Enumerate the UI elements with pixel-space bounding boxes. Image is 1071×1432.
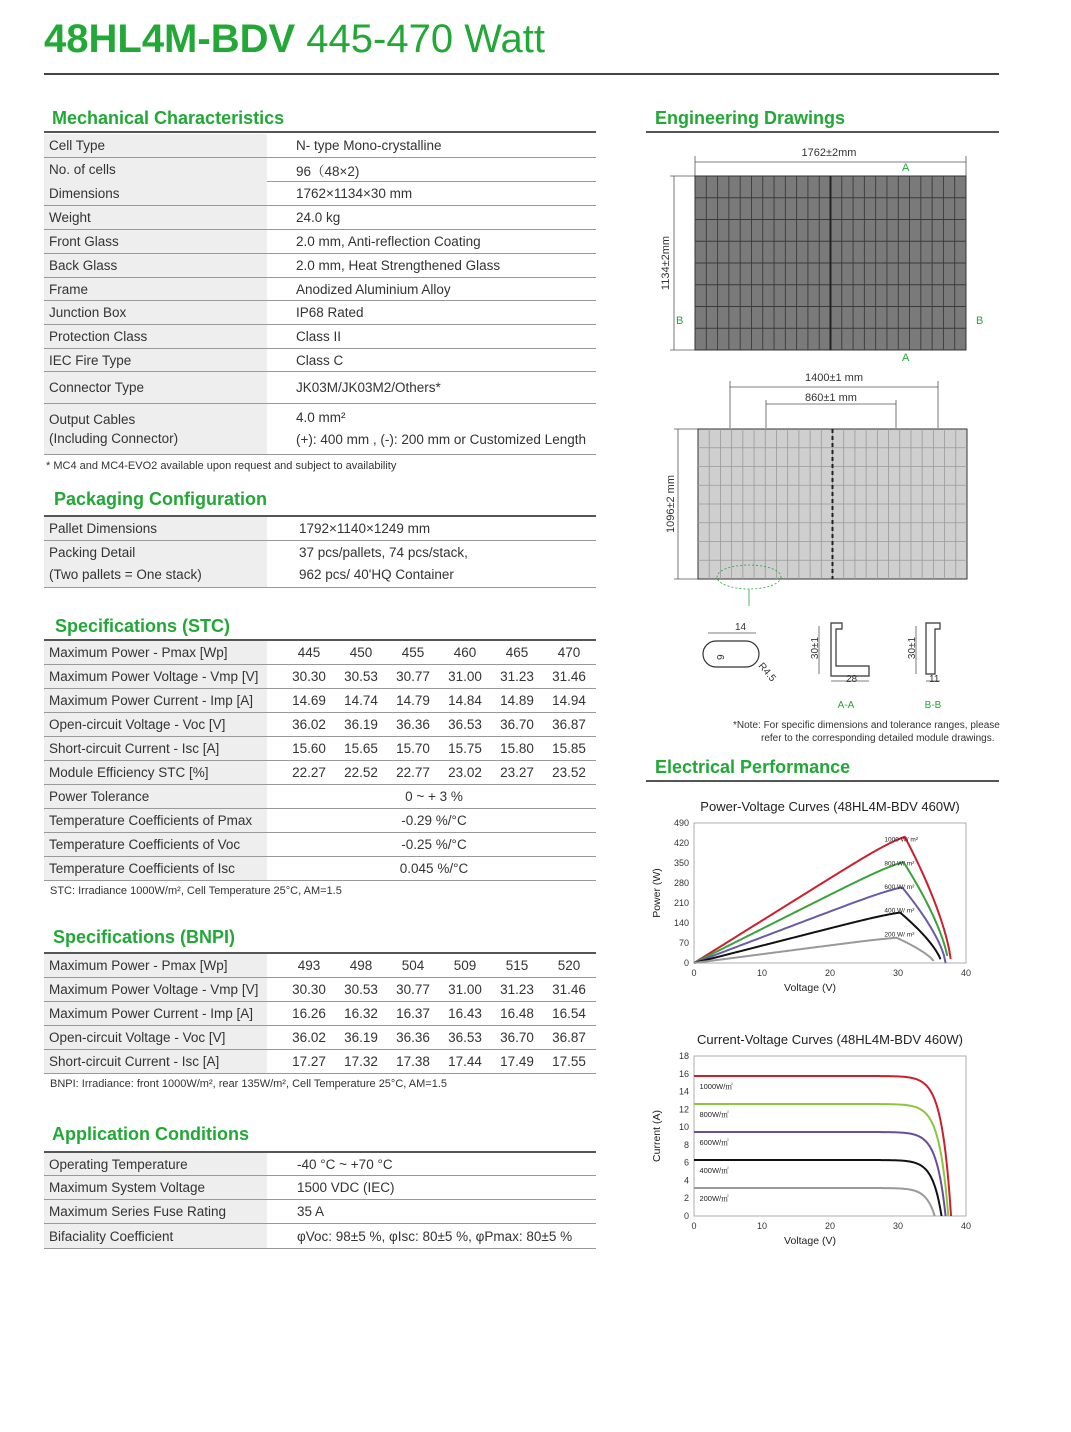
row-label: Short-circuit Current - Isc [A] bbox=[44, 737, 267, 760]
table-cell: 15.85 bbox=[552, 741, 586, 756]
row-value: 1792×1140×1249 mm bbox=[299, 521, 431, 536]
electrical-title-line bbox=[646, 780, 999, 782]
table-cell: 22.52 bbox=[344, 765, 378, 780]
table-cell: 470 bbox=[557, 645, 581, 660]
table-cell: 31.00 bbox=[448, 669, 482, 684]
y-tick-label: 4 bbox=[683, 1175, 689, 1186]
table-row bbox=[44, 517, 596, 541]
table-row bbox=[44, 158, 596, 182]
cables-value-1: 4.0 mm² bbox=[296, 410, 346, 425]
front-height-label: 1134±2mm bbox=[660, 235, 672, 291]
table-row bbox=[44, 1176, 596, 1200]
packing-value-2: 962 pcs/ 40'HQ Container bbox=[299, 567, 454, 582]
aa-height-label: 30±1 bbox=[810, 636, 821, 660]
cables-value-2: (+): 400 mm , (-): 200 mm or Customized Length bbox=[296, 432, 586, 447]
row-label bbox=[44, 541, 267, 587]
row-value: -0.29 %/°C bbox=[401, 813, 467, 828]
hole-width-label: 14 bbox=[735, 622, 747, 633]
bnpi-title: Specifications (BNPI) bbox=[53, 927, 236, 947]
mechanical-note: * MC4 and MC4-EVO2 available upon request and subject to availability bbox=[46, 460, 397, 472]
table-row bbox=[44, 301, 596, 325]
table-cell: 36.53 bbox=[448, 717, 482, 732]
table-cell: 31.00 bbox=[448, 982, 482, 997]
table-cell: 16.54 bbox=[552, 1006, 586, 1021]
series-label: 200W/㎡ bbox=[699, 1194, 729, 1203]
table-row bbox=[44, 857, 596, 881]
cables-label-1: Output Cables bbox=[49, 412, 136, 427]
drawings-title: Engineering Drawings bbox=[655, 108, 846, 128]
section-aa-profile bbox=[810, 623, 869, 711]
table-row bbox=[44, 181, 596, 206]
row-label: Weight bbox=[44, 206, 267, 229]
header-divider bbox=[44, 73, 999, 75]
row-label: IEC Fire Type bbox=[44, 349, 267, 371]
row-label: Module Efficiency STC [%] bbox=[44, 761, 267, 784]
row-label: Frame bbox=[44, 278, 267, 300]
table-cell: 36.70 bbox=[500, 717, 534, 732]
table-cell: 30.77 bbox=[396, 669, 430, 684]
row-label: Short-circuit Current - Isc [A] bbox=[44, 1050, 267, 1073]
series-label: 800W/㎡ bbox=[699, 1110, 729, 1119]
row-value: φVoc: 98±5 %, φIsc: 80±5 %, φPmax: 80±5 % bbox=[297, 1228, 573, 1244]
table-cell: 14.94 bbox=[552, 693, 586, 708]
table-row bbox=[44, 230, 596, 254]
series-label: 400W/㎡ bbox=[699, 1166, 729, 1175]
table-row bbox=[44, 833, 596, 857]
table-cell: 22.27 bbox=[292, 765, 326, 780]
table-row bbox=[44, 761, 596, 785]
y-tick-label: 350 bbox=[673, 858, 689, 868]
row-label: Maximum Power Current - Imp [A] bbox=[44, 1002, 267, 1025]
table-row bbox=[44, 713, 596, 737]
x-tick-label: 0 bbox=[691, 968, 697, 978]
table-cell: 36.36 bbox=[396, 717, 430, 732]
series-label: 1000 W/ m² bbox=[884, 836, 918, 844]
row-value: N- type Mono-crystalline bbox=[296, 138, 442, 153]
chart-title: Power-Voltage Curves (48HL4M-BDV 460W) bbox=[700, 799, 960, 814]
row-label: Maximum System Voltage bbox=[44, 1176, 267, 1199]
table-row bbox=[44, 689, 596, 713]
x-tick-label: 30 bbox=[892, 968, 904, 978]
model-name: 48HL4M-BDV bbox=[44, 17, 296, 61]
row-label: Maximum Power Voltage - Vmp [V] bbox=[44, 978, 267, 1001]
table-cell: 22.77 bbox=[396, 765, 430, 780]
x-tick-label: 20 bbox=[824, 1221, 836, 1231]
table-row bbox=[44, 954, 596, 978]
table-row bbox=[44, 278, 596, 301]
table-cell: 15.80 bbox=[500, 741, 534, 756]
packing-label-1: Packing Detail bbox=[49, 545, 136, 560]
table-cell: 15.65 bbox=[344, 741, 378, 756]
section-mark-a-bottom: A bbox=[902, 352, 910, 364]
table-row bbox=[44, 1153, 596, 1176]
table-cell: 15.70 bbox=[396, 741, 430, 756]
table-cell: 23.02 bbox=[448, 765, 482, 780]
table-cell: 509 bbox=[453, 958, 477, 973]
bnpi-note: BNPI: Irradiance: front 1000W/m², rear 135W/m², Cell Temperature 25°C, AM=1.5 bbox=[50, 1078, 447, 1090]
table-row bbox=[44, 785, 596, 809]
table-row bbox=[44, 665, 596, 689]
y-tick-label: 12 bbox=[678, 1104, 689, 1115]
application-title: Application Conditions bbox=[52, 1124, 249, 1144]
row-value bbox=[299, 541, 468, 587]
back-width-outer-label: 1400±1 mm bbox=[804, 372, 864, 384]
bb-label: B-B bbox=[924, 700, 942, 711]
row-value: Anodized Aluminium Alloy bbox=[296, 281, 451, 297]
row-label: Temperature Coefficients of Voc bbox=[44, 833, 267, 856]
table-cell: 16.32 bbox=[344, 1006, 378, 1021]
row-label: No. of cells bbox=[44, 158, 267, 181]
table-cell: 16.43 bbox=[448, 1006, 482, 1021]
table-row bbox=[44, 641, 596, 665]
row-label: Connector Type bbox=[44, 372, 267, 403]
y-tick-label: 0 bbox=[683, 1211, 689, 1221]
stc-title: Specifications (STC) bbox=[55, 616, 231, 636]
table-cell: 14.89 bbox=[500, 693, 534, 708]
table-row bbox=[44, 325, 596, 349]
table-cell: 450 bbox=[349, 645, 373, 660]
table-cell: 493 bbox=[297, 958, 321, 973]
table-cell: 504 bbox=[401, 958, 425, 973]
row-value: 0 ~ + 3 % bbox=[405, 789, 463, 804]
row-label: Cell Type bbox=[44, 134, 267, 157]
front-width-label: 1762±2mm bbox=[801, 147, 857, 159]
power-range: 445-470 Watt bbox=[306, 17, 545, 61]
table-cell: 16.26 bbox=[292, 1006, 326, 1021]
table-cell: 17.32 bbox=[344, 1054, 378, 1069]
row-value: 2.0 mm, Heat Strengthened Glass bbox=[296, 258, 501, 273]
x-tick-label: 30 bbox=[892, 1221, 904, 1231]
table-row bbox=[44, 978, 596, 1002]
x-tick-label: 0 bbox=[691, 1221, 697, 1231]
y-tick-label: 2 bbox=[683, 1193, 689, 1204]
y-tick-label: 18 bbox=[678, 1051, 689, 1061]
table-row bbox=[44, 1200, 596, 1224]
table-row bbox=[44, 1026, 596, 1050]
mounting-hole-detail bbox=[703, 622, 778, 684]
packing-label-2: (Two pallets = One stack) bbox=[49, 567, 202, 582]
y-tick-label: 210 bbox=[673, 898, 689, 908]
x-tick-label: 20 bbox=[824, 968, 836, 978]
table-cell: 515 bbox=[505, 958, 529, 973]
drawings-note-2: refer to the corresponding detailed module drawings. bbox=[761, 733, 995, 744]
row-value: -40 °C ~ +70 °C bbox=[297, 1156, 393, 1172]
table-cell: 36.87 bbox=[552, 717, 586, 732]
table-cell: 23.52 bbox=[552, 765, 586, 780]
table-row bbox=[44, 809, 596, 833]
table-cell: 16.48 bbox=[500, 1006, 534, 1021]
stc-note: STC: Irradiance 1000W/m², Cell Temperature 25°C, AM=1.5 bbox=[50, 885, 342, 897]
row-label: Bifaciality Coefficient bbox=[44, 1224, 267, 1248]
row-value: -0.25 %/°C bbox=[401, 837, 467, 852]
row-value: 1762×1134×30 mm bbox=[296, 185, 413, 201]
row-value: Class C bbox=[296, 352, 344, 368]
drawings-title-line bbox=[646, 131, 999, 133]
table-cell: 15.75 bbox=[448, 741, 482, 756]
mechanical-title: Mechanical Characteristics bbox=[52, 108, 285, 128]
table-cell: 30.53 bbox=[344, 669, 378, 684]
y-tick-label: 14 bbox=[678, 1086, 689, 1097]
row-value: 0.045 %/°C bbox=[399, 861, 469, 876]
x-axis-label: Voltage (V) bbox=[784, 1235, 836, 1247]
row-label: Maximum Series Fuse Rating bbox=[44, 1200, 267, 1223]
table-cell: 31.46 bbox=[552, 982, 586, 997]
table-row bbox=[44, 541, 596, 588]
bb-height-label: 30±1 bbox=[907, 636, 918, 660]
section-bb-profile bbox=[907, 623, 942, 711]
hole-height-label: 9 bbox=[716, 654, 727, 660]
table-cell: 17.27 bbox=[292, 1054, 326, 1069]
series-label: 600W/㎡ bbox=[699, 1138, 729, 1147]
row-value: 24.0 kg bbox=[296, 210, 341, 225]
back-width-inner-label: 860±1 mm bbox=[805, 392, 857, 404]
row-label: Power Tolerance bbox=[44, 785, 267, 808]
table-cell: 14.69 bbox=[292, 693, 326, 708]
row-label: Open-circuit Voltage - Voc [V] bbox=[44, 713, 267, 736]
table-row bbox=[44, 737, 596, 761]
table-row bbox=[44, 134, 596, 158]
table-cell: 36.53 bbox=[448, 1030, 482, 1045]
table-cell: 30.77 bbox=[396, 982, 430, 997]
x-tick-label: 40 bbox=[960, 1221, 972, 1231]
power-voltage-chart bbox=[646, 795, 986, 1000]
cables-label-2: (Including Connector) bbox=[49, 431, 179, 446]
row-label: Temperature Coefficients of Pmax bbox=[44, 809, 267, 832]
row-label: Protection Class bbox=[44, 325, 267, 348]
table-cell: 36.02 bbox=[292, 717, 326, 732]
y-tick-label: 490 bbox=[673, 818, 689, 828]
table-cell: 36.19 bbox=[344, 1030, 378, 1045]
row-value: IP68 Rated bbox=[296, 305, 364, 320]
table-cell: 17.44 bbox=[448, 1054, 482, 1069]
table-cell: 17.49 bbox=[500, 1054, 534, 1069]
plot-area bbox=[694, 1056, 966, 1216]
bb-width-label: 11 bbox=[929, 674, 940, 685]
y-tick-label: 10 bbox=[678, 1122, 689, 1133]
current-voltage-chart bbox=[646, 1028, 986, 1253]
table-cell: 16.37 bbox=[396, 1006, 430, 1021]
table-cell: 14.84 bbox=[448, 693, 482, 708]
row-label bbox=[44, 404, 267, 454]
row-label: Open-circuit Voltage - Voc [V] bbox=[44, 1026, 267, 1049]
x-tick-label: 10 bbox=[756, 1221, 768, 1231]
row-label: Temperature Coefficients of Isc bbox=[44, 857, 267, 880]
hole-radius-label: R4.5 bbox=[755, 660, 778, 685]
page-title bbox=[44, 14, 545, 64]
table-cell: 23.27 bbox=[500, 765, 534, 780]
table-row bbox=[44, 1002, 596, 1026]
back-height-label: 1096±2 mm bbox=[665, 474, 677, 534]
table-cell: 36.19 bbox=[344, 717, 378, 732]
aa-label: A-A bbox=[837, 700, 855, 711]
row-value bbox=[296, 404, 586, 454]
electrical-title: Electrical Performance bbox=[655, 757, 851, 777]
x-tick-label: 40 bbox=[960, 968, 972, 978]
chart-title: Current-Voltage Curves (48HL4M-BDV 460W) bbox=[697, 1032, 963, 1047]
row-value: 2.0 mm, Anti-reflection Coating bbox=[296, 234, 481, 249]
row-value: 35 A bbox=[297, 1204, 325, 1219]
table-row bbox=[44, 1050, 596, 1074]
table-row bbox=[44, 254, 596, 278]
table-cell: 36.02 bbox=[292, 1030, 326, 1045]
row-label: Operating Temperature bbox=[44, 1153, 267, 1175]
table-cell: 30.30 bbox=[292, 982, 326, 997]
table-cell: 17.38 bbox=[396, 1054, 430, 1069]
row-value: JK03M/JK03M2/Others* bbox=[296, 380, 441, 395]
table-cell: 465 bbox=[505, 645, 529, 660]
row-label: Maximum Power Current - Imp [A] bbox=[44, 689, 267, 712]
table-cell: 31.23 bbox=[500, 669, 534, 684]
y-tick-label: 140 bbox=[673, 918, 689, 928]
row-value: 96（48×2) bbox=[296, 163, 360, 179]
table-cell: 520 bbox=[557, 958, 581, 973]
series-label: 1000W/㎡ bbox=[699, 1082, 733, 1091]
table-row bbox=[44, 372, 596, 404]
row-label: Back Glass bbox=[44, 254, 267, 277]
row-label: Maximum Power - Pmax [Wp] bbox=[44, 954, 267, 977]
table-row bbox=[44, 404, 596, 455]
series-label: 400 W/ m² bbox=[884, 907, 915, 915]
y-tick-label: 8 bbox=[683, 1139, 689, 1150]
row-value: 1500 VDC (IEC) bbox=[297, 1180, 395, 1195]
row-label: Maximum Power - Pmax [Wp] bbox=[44, 641, 267, 664]
y-tick-label: 0 bbox=[683, 958, 689, 968]
table-cell: 31.23 bbox=[500, 982, 534, 997]
y-tick-label: 420 bbox=[673, 838, 689, 848]
x-axis-label: Voltage (V) bbox=[784, 982, 836, 994]
table-cell: 498 bbox=[349, 958, 373, 973]
series-label: 600 W/ m² bbox=[884, 884, 915, 892]
x-tick-label: 10 bbox=[756, 968, 768, 978]
front-view-drawing bbox=[660, 147, 983, 364]
table-cell: 17.55 bbox=[552, 1054, 586, 1069]
back-view-drawing bbox=[665, 372, 967, 606]
series-label: 200 W/ m² bbox=[884, 931, 915, 939]
drawings-note-1: *Note: For specific dimensions and tolerance ranges, please bbox=[733, 720, 1000, 731]
y-axis-label: Current (A) bbox=[651, 1110, 663, 1162]
table-cell: 15.60 bbox=[292, 741, 326, 756]
row-label: Junction Box bbox=[44, 301, 267, 324]
table-row bbox=[44, 349, 596, 372]
packaging-title: Packaging Configuration bbox=[54, 489, 268, 509]
table-cell: 36.70 bbox=[500, 1030, 534, 1045]
row-label: Pallet Dimensions bbox=[44, 517, 267, 540]
engineering-drawings bbox=[646, 136, 999, 756]
table-cell: 30.53 bbox=[344, 982, 378, 997]
table-cell: 455 bbox=[401, 645, 425, 660]
aa-width-label: 28 bbox=[846, 674, 858, 685]
row-label: Front Glass bbox=[44, 230, 267, 253]
section-mark-b-left: B bbox=[676, 315, 684, 327]
table-cell: 445 bbox=[297, 645, 321, 660]
table-row bbox=[44, 206, 596, 230]
y-tick-label: 280 bbox=[673, 878, 689, 888]
table-cell: 31.46 bbox=[552, 669, 586, 684]
table-cell: 14.79 bbox=[396, 693, 430, 708]
table-cell: 30.30 bbox=[292, 669, 326, 684]
series-label: 800 W/ m² bbox=[884, 860, 915, 868]
table-row bbox=[44, 1224, 596, 1249]
table-cell: 14.74 bbox=[344, 693, 378, 708]
row-value: Class II bbox=[296, 329, 342, 344]
row-label: Dimensions bbox=[44, 181, 267, 205]
table-cell: 36.87 bbox=[552, 1030, 586, 1045]
mechanical-title-line bbox=[44, 131, 596, 133]
section-mark-b-right: B bbox=[976, 315, 984, 327]
table-cell: 36.36 bbox=[396, 1030, 430, 1045]
row-label: Maximum Power Voltage - Vmp [V] bbox=[44, 665, 267, 688]
y-tick-label: 70 bbox=[678, 938, 689, 948]
y-axis-label: Power (W) bbox=[651, 868, 663, 918]
section-mark-a-top: A bbox=[902, 162, 910, 174]
packing-value-1: 37 pcs/pallets, 74 pcs/stack, bbox=[299, 545, 468, 560]
table-cell: 460 bbox=[453, 645, 477, 660]
y-tick-label: 16 bbox=[678, 1068, 689, 1079]
y-tick-label: 6 bbox=[683, 1157, 689, 1168]
